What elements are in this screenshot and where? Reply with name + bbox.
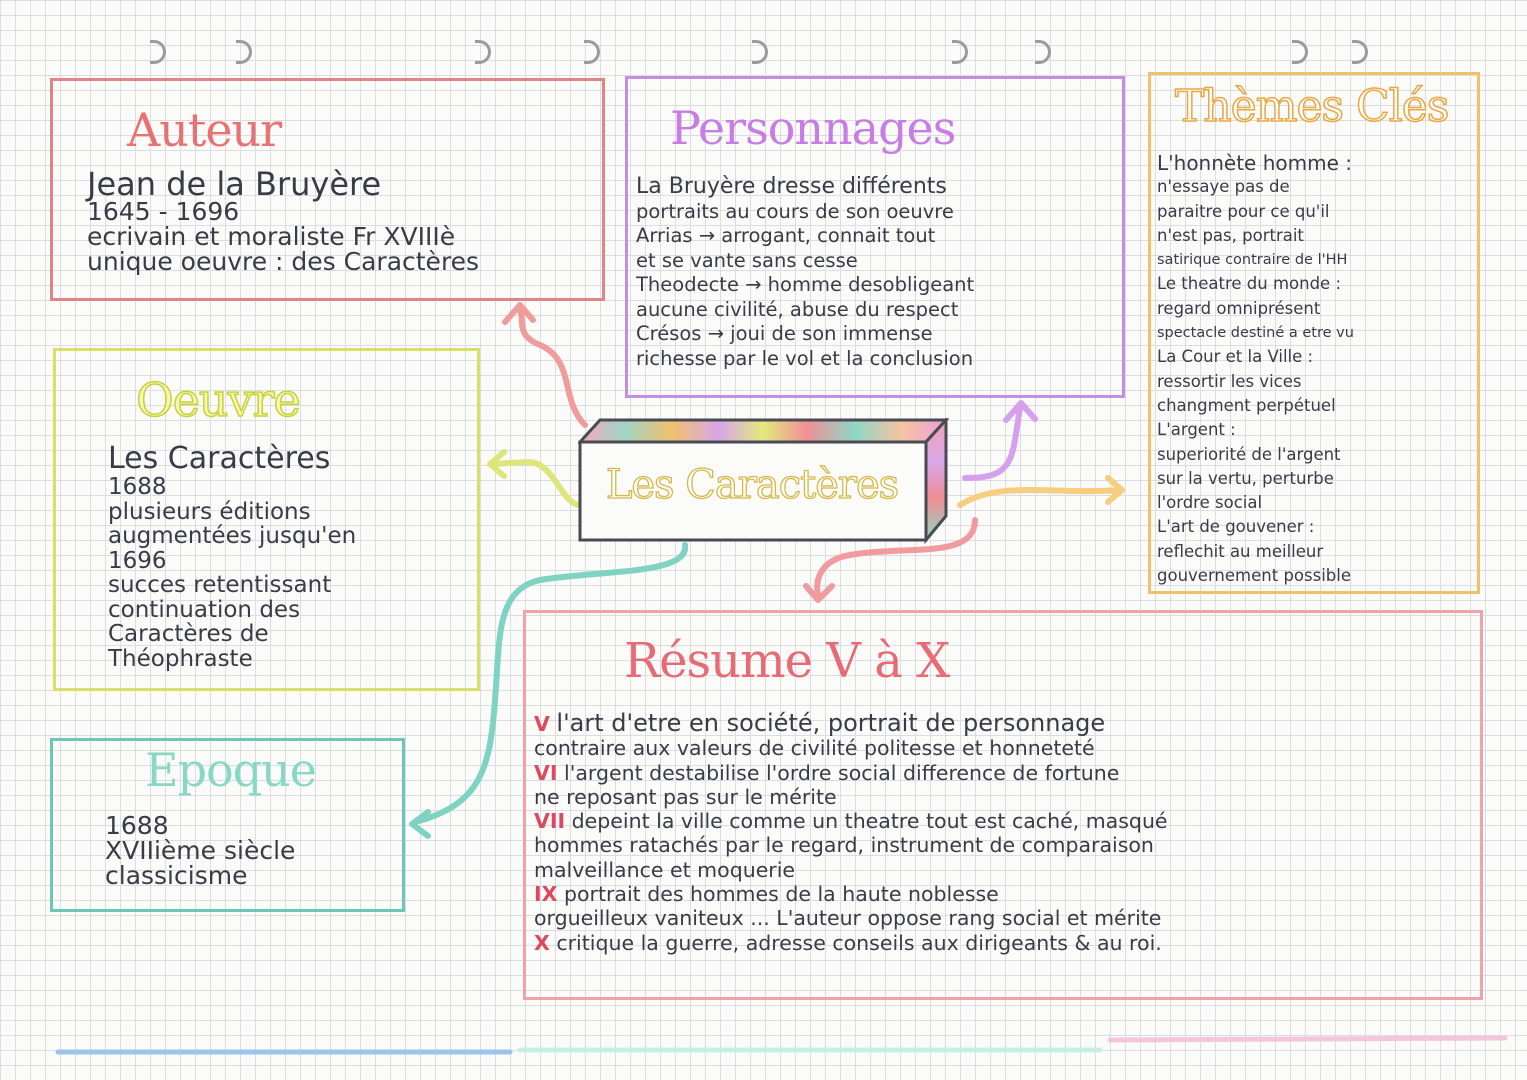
- themes-line: L'art de gouvener :: [1157, 517, 1315, 537]
- resume-item-text: critique la guerre, adresse conseils aux dirigeants & au roi.: [556, 930, 1162, 955]
- auteur-line: unique oeuvre : des Caractères: [87, 247, 480, 276]
- themes-line: sur la vertu, perturbe: [1157, 468, 1334, 488]
- resume-item-text: hommes ratachés par le regard, instrument de comparaison: [534, 833, 1154, 858]
- resume-item-text: depeint la ville comme un theatre tout est caché, masqué: [571, 809, 1168, 834]
- resume-item: [534, 906, 1168, 930]
- oeuvre-line: Les Caractères: [108, 441, 331, 476]
- auteur-text: [87, 165, 480, 276]
- themes-line: changment perpétuel: [1157, 395, 1336, 415]
- personnages-line: La Bruyère dresse différents: [636, 174, 947, 199]
- themes-title: Thèmes Clés: [1175, 81, 1449, 132]
- oeuvre-line: succes retentissant: [108, 572, 332, 598]
- auteur-line: 1645 - 1696: [87, 197, 240, 226]
- auteur-box: [50, 78, 605, 301]
- resume-item-num: V: [534, 712, 550, 736]
- epoque-line: 1688: [105, 811, 169, 840]
- arrow-to-themes: [960, 490, 1120, 505]
- resume-item-num: VI: [534, 760, 558, 785]
- themes-line: spectacle destiné a etre vu: [1157, 325, 1354, 342]
- personnages-text: [636, 175, 974, 371]
- themes-line: ressortir les vices: [1157, 371, 1302, 391]
- personnages-line: Arrias → arrogant, connait tout: [636, 224, 936, 247]
- themes-text: [1157, 151, 1354, 588]
- oeuvre-title: Oeuvre: [136, 373, 300, 427]
- epoque-text: [105, 813, 295, 888]
- resume-item-text: l'art d'etre en société, portrait de personnage: [556, 709, 1106, 737]
- themes-line: n'est pas, portrait: [1157, 225, 1304, 245]
- resume-item-text: portrait des hommes de la haute noblesse: [563, 882, 999, 907]
- resume-text: [534, 711, 1168, 955]
- resume-item: [534, 882, 1168, 906]
- epoque-line: XVIIième siècle: [105, 836, 296, 865]
- resume-item: [534, 858, 1168, 882]
- auteur-title: Auteur: [127, 103, 282, 157]
- personnages-line: Theodecte → homme desobligeant: [636, 273, 975, 296]
- arrow-to-epoque-head: [412, 812, 428, 836]
- center-title: Les Caractères: [605, 462, 899, 508]
- themes-box: [1148, 72, 1480, 594]
- resume-item: [534, 785, 1168, 809]
- themes-line: La Cour et la Ville :: [1157, 347, 1314, 367]
- oeuvre-line: 1696: [108, 547, 167, 574]
- oeuvre-line: 1688: [108, 474, 167, 500]
- oeuvre-text: [108, 443, 356, 671]
- personnages-line: et se vante sans cesse: [636, 248, 858, 272]
- resume-item-text: malveillance et moquerie: [534, 857, 796, 882]
- resume-item-text: orgueilleux vaniteux ... L'auteur oppose rang social et mérite: [534, 906, 1162, 931]
- oeuvre-box: [53, 348, 480, 691]
- resume-item-text: ne reposant pas sur le mérite: [534, 784, 837, 809]
- auteur-line: Jean de la Bruyère: [87, 165, 382, 203]
- personnages-line: richesse par le vol et la conclusion: [636, 346, 974, 370]
- themes-line: reflechit au meilleur: [1157, 541, 1324, 561]
- personnages-line: Crésos → joui de son immense: [636, 322, 933, 345]
- resume-item: [534, 711, 1168, 736]
- resume-item: [534, 736, 1168, 760]
- themes-line: paraitre pour ce qu'il: [1157, 201, 1330, 221]
- themes-line: gouvernement possible: [1157, 566, 1351, 586]
- resume-box: [523, 610, 1483, 1000]
- oeuvre-line: continuation des: [108, 596, 301, 623]
- epoque-title: Epoque: [145, 743, 317, 797]
- resume-item: [534, 809, 1168, 833]
- resume-item-num: X: [534, 930, 550, 955]
- resume-item: [534, 761, 1168, 785]
- resume-item-num: VII: [534, 809, 566, 834]
- arrow-to-auteur: [520, 310, 585, 425]
- personnages-line: aucune civilité, abuse du respect: [636, 297, 959, 321]
- themes-line: satirique contraire de l'HH: [1157, 252, 1348, 269]
- epoque-box: [50, 738, 405, 912]
- resume-item: [534, 833, 1168, 857]
- resume-item-num: IX: [534, 882, 558, 907]
- resume-item-text: l'argent destabilise l'ordre social difference de fortune: [564, 760, 1120, 785]
- themes-line: regard omniprésent: [1157, 298, 1321, 318]
- themes-line: L'argent :: [1157, 420, 1236, 440]
- themes-line: superiorité de l'argent: [1157, 444, 1341, 464]
- resume-item-text: contraire aux valeurs de civilité politesse et honneteté: [534, 736, 1095, 761]
- personnages-line: portraits au cours de son oeuvre: [636, 199, 954, 223]
- arrow-to-personnages: [965, 408, 1020, 478]
- epoque-line: classicisme: [105, 861, 248, 890]
- center-node: [578, 418, 950, 544]
- resume-title: Résume V à X: [624, 633, 950, 689]
- bottom-line-pink: [1110, 1038, 1505, 1040]
- personnages-title: Personnages: [670, 101, 956, 155]
- auteur-line: ecrivain et moraliste Fr XVIIIè: [87, 222, 456, 251]
- oeuvre-line: Théophraste: [108, 645, 253, 672]
- themes-line: n'essaye pas de: [1157, 177, 1290, 197]
- personnages-box: [625, 76, 1125, 398]
- themes-line: l'ordre social: [1157, 493, 1263, 513]
- oeuvre-line: augmentées jusqu'en: [108, 523, 357, 549]
- arrow-to-oeuvre: [492, 462, 578, 505]
- oeuvre-line: Caractères de: [108, 621, 269, 647]
- themes-line: L'honnète homme :: [1157, 151, 1352, 175]
- oeuvre-line: plusieurs éditions: [108, 498, 311, 525]
- themes-line: Le theatre du monde :: [1157, 274, 1342, 294]
- resume-item: [534, 931, 1168, 955]
